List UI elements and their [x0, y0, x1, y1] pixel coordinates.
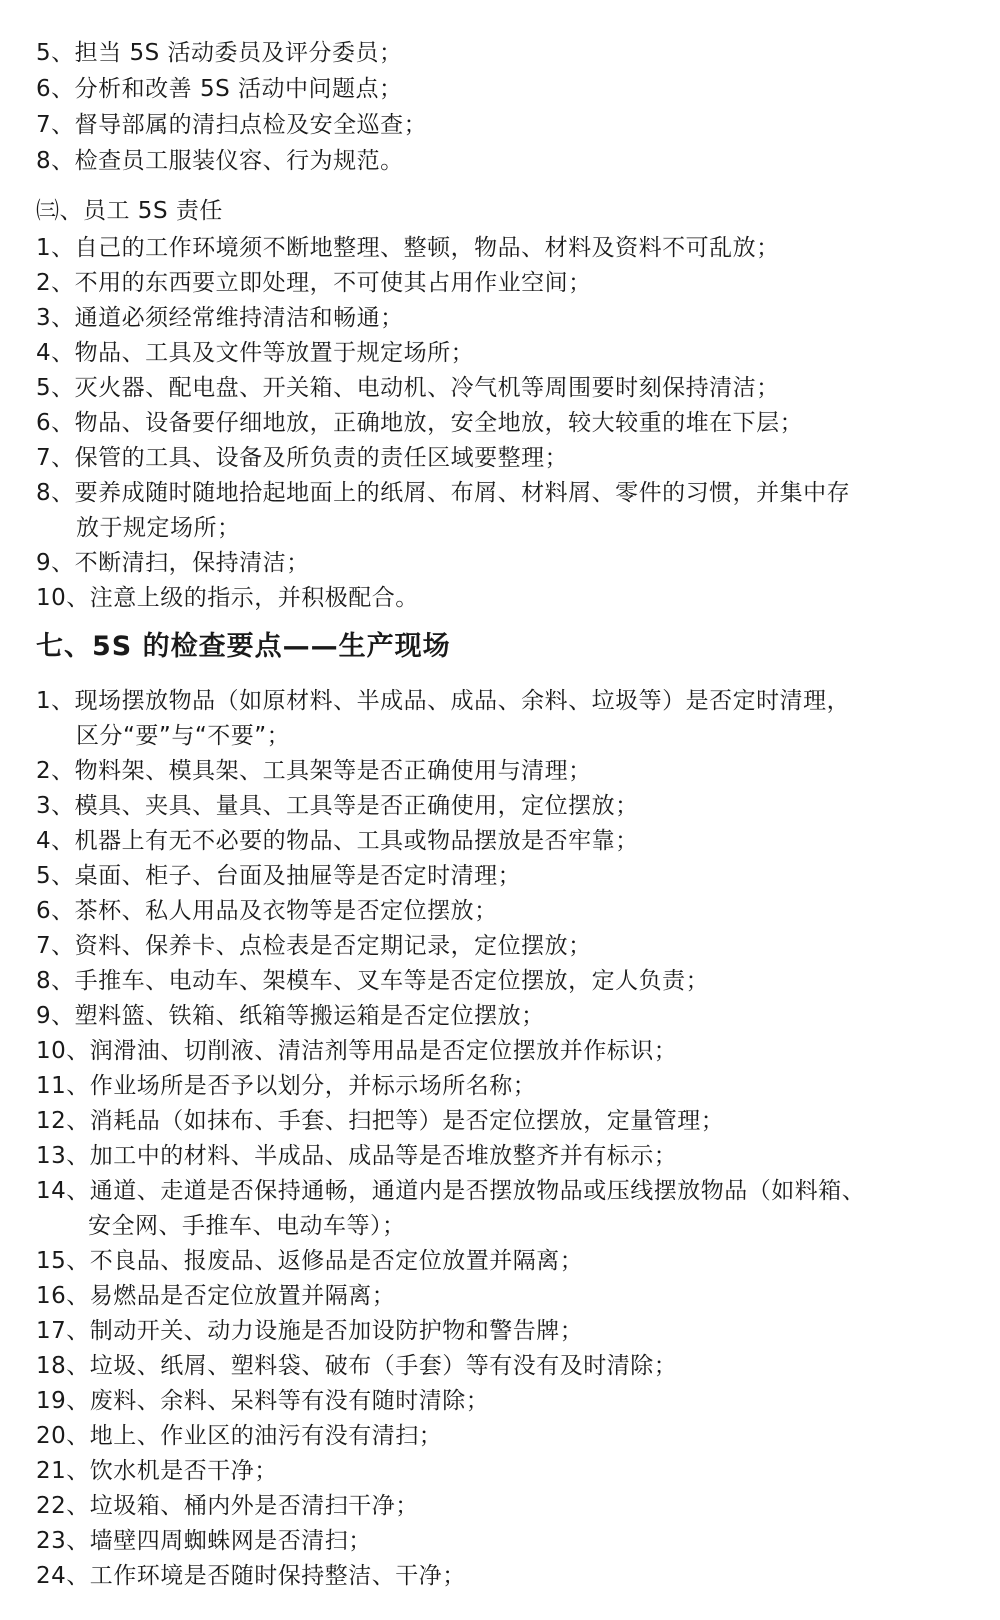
list-item: 7、督导部属的清扫点检及安全巡查； [36, 112, 428, 138]
list-item: 6、分析和改善 5S 活动中问题点； [36, 76, 403, 102]
list-item: 20、地上、作业区的油污有没有清扫； [36, 1423, 443, 1449]
list-item-continuation: 区分“要”与“不要”； [76, 723, 291, 749]
list-item: 21、饮水机是否干净； [36, 1458, 278, 1484]
list-item: 8、要养成随时随地拾起地面上的纸屑、布屑、材料屑、零件的习惯，并集中存 [36, 480, 851, 506]
list-item: 8、手推车、电动车、架模车、叉车等是否定位摆放，定人负责； [36, 968, 710, 994]
list-item: 11、作业场所是否予以划分，并标示场所名称； [36, 1073, 537, 1099]
list-item: 23、墙壁四周蜘蛛网是否清扫； [36, 1528, 372, 1554]
list-item: 10、润滑油、切削液、清洁剂等用品是否定位摆放并作标识； [36, 1038, 678, 1064]
list-item: 3、通道必须经常维持清洁和畅通； [36, 305, 404, 331]
list-item: 6、物品、设备要仔细地放，正确地放，安全地放，较大较重的堆在下层； [36, 410, 804, 436]
list-item: 14、通道、走道是否保持通畅，通道内是否摆放物品或压线摆放物品（如料箱、 [36, 1178, 866, 1204]
list-item: 19、废料、余料、呆料等有没有随时清除； [36, 1388, 490, 1414]
list-item: 7、资料、保养卡、点检表是否定期记录，定位摆放； [36, 933, 592, 959]
list-item-continuation: 放于规定场所； [76, 515, 241, 541]
list-item: 10、注意上级的指示，并积极配合。 [36, 585, 419, 611]
list-item: 7、保管的工具、设备及所负责的责任区域要整理； [36, 445, 569, 471]
list-item: 9、塑料篮、铁箱、纸箱等搬运箱是否定位摆放； [36, 1003, 545, 1029]
list-item: 24、工作环境是否随时保持整洁、干净； [36, 1563, 466, 1589]
list-item: 9、不断清扫，保持清洁； [36, 550, 310, 576]
list-item: 1、自己的工作环境须不断地整理、整顿，物品、材料及资料不可乱放； [36, 235, 780, 261]
list-item: 12、消耗品（如抹布、手套、扫把等）是否定位摆放，定量管理； [36, 1108, 725, 1134]
list-item: 5、担当 5S 活动委员及评分委员； [36, 40, 403, 66]
list-item: 13、加工中的材料、半成品、成品等是否堆放整齐并有标示； [36, 1143, 678, 1169]
list-item: 5、桌面、柜子、台面及抽屉等是否定时清理； [36, 863, 522, 889]
list-item: 15、不良品、报废品、返修品是否定位放置并隔离； [36, 1248, 584, 1274]
list-item: 1、现场摆放物品（如原材料、半成品、成品、余料、垃圾等）是否定时清理， [36, 688, 851, 714]
list-item: 22、垃圾箱、桶内外是否清扫干净； [36, 1493, 419, 1519]
list-item: 3、模具、夹具、量具、工具等是否正确使用，定位摆放； [36, 793, 639, 819]
list-item-continuation: 安全网、手推车、电动车等）； [88, 1213, 406, 1239]
list-item: 4、机器上有无不必要的物品、工具或物品摆放是否牢靠； [36, 828, 639, 854]
section-heading: 七、5S 的检查要点——生产现场 [36, 631, 451, 662]
section-subheading: ㈢、员工 5S 责任 [36, 198, 223, 224]
list-item: 4、物品、工具及文件等放置于规定场所； [36, 340, 475, 366]
list-item: 2、不用的东西要立即处理，不可使其占用作业空间； [36, 270, 592, 296]
list-item: 6、茶杯、私人用品及衣物等是否定位摆放； [36, 898, 498, 924]
list-item: 18、垃圾、纸屑、塑料袋、破布（手套）等有没有及时清除； [36, 1353, 678, 1379]
list-item: 5、灭火器、配电盘、开关箱、电动机、冷气机等周围要时刻保持清洁； [36, 375, 780, 401]
list-item: 17、制动开关、动力设施是否加设防护物和警告牌； [36, 1318, 584, 1344]
list-item: 16、易燃品是否定位放置并隔离； [36, 1283, 396, 1309]
list-item: 2、物料架、模具架、工具架等是否正确使用与清理； [36, 758, 592, 784]
list-item: 8、检查员工服装仪容、行为规范。 [36, 148, 404, 174]
